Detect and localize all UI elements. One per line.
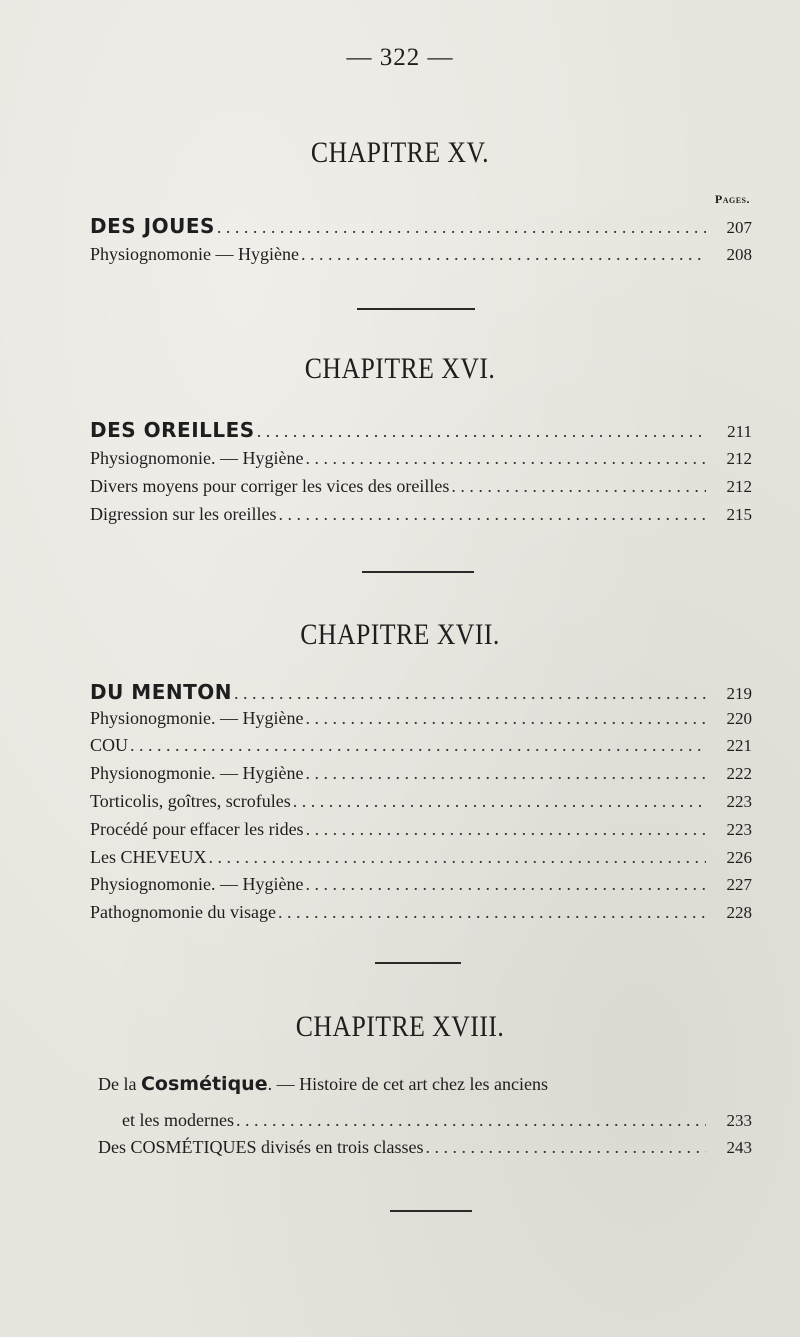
entry-page: 208 (726, 245, 752, 264)
dot-leader (306, 448, 707, 469)
entry-label-rest: . — Histoire de cet art chez les anciens (267, 1074, 548, 1094)
toc-entry[interactable] (90, 902, 752, 928)
entry-page: 226 (726, 848, 752, 867)
toc-entry[interactable] (90, 244, 752, 270)
pages-column-header: Pages. (714, 192, 750, 206)
toc-entry[interactable] (90, 847, 752, 873)
entry-label: Physionogmonie. — Hygiène (90, 763, 304, 783)
entry-label: Les CHEVEUX (90, 847, 207, 867)
entry-label-prefix: De la (98, 1074, 141, 1094)
entry-label: DU MENTON (90, 680, 232, 704)
entry-label: COU (90, 735, 129, 755)
entry-page: 215 (726, 505, 752, 524)
entry-page: 211 (727, 422, 752, 441)
entry-label: DES OREILLES (90, 418, 255, 442)
toc-entry[interactable] (90, 763, 752, 789)
dot-leader (257, 421, 706, 442)
entry-page: 243 (726, 1138, 752, 1157)
entry-page: 221 (726, 736, 752, 755)
toc-entry[interactable] (90, 418, 752, 444)
dot-leader (425, 1137, 706, 1158)
toc-entry[interactable] (90, 791, 752, 817)
entry-page: 212 (726, 477, 752, 496)
toc-entry-first-line[interactable] (98, 1073, 698, 1095)
toc-entry[interactable] (98, 1137, 752, 1163)
dot-leader (451, 476, 706, 497)
entry-label: Digression sur les oreilles (90, 504, 277, 524)
toc-entry[interactable] (90, 448, 752, 474)
entry-page: 220 (726, 709, 752, 728)
entry-page: 219 (726, 684, 752, 703)
entry-label: DES JOUES (90, 214, 215, 238)
entry-label: Procédé pour effacer les rides (90, 819, 304, 839)
entry-label: Pathognomonie du visage (90, 902, 276, 922)
toc-entry[interactable] (90, 735, 752, 761)
chapter-title-xvii: CHAPITRE XVII. (300, 618, 500, 651)
entry-page: 223 (726, 792, 752, 811)
entry-label: Des COSMÉTIQUES divisés en trois classes (98, 1137, 424, 1157)
toc-entry[interactable] (90, 504, 752, 530)
toc-entry[interactable] (90, 476, 752, 502)
section-divider (362, 571, 474, 573)
toc-entry[interactable] (90, 680, 752, 706)
dot-leader (130, 735, 706, 756)
entry-label-continuation: et les modernes (122, 1110, 234, 1130)
entry-page: 212 (726, 449, 752, 468)
entry-label: Physiognomonie. — Hygiène (90, 448, 304, 468)
chapter-title-xvi: CHAPITRE XVI. (304, 352, 496, 385)
dot-leader (234, 683, 706, 704)
dot-leader (306, 819, 706, 840)
entry-page: 223 (726, 820, 752, 839)
entry-label: Physionogmonie. — Hygiène (90, 708, 304, 728)
dot-leader (306, 874, 707, 895)
entry-page: 207 (726, 218, 752, 237)
section-divider (390, 1210, 472, 1212)
entry-page: 227 (726, 875, 752, 894)
entry-page: 228 (726, 903, 752, 922)
entry-page: 233 (726, 1111, 752, 1130)
dot-leader (301, 244, 706, 265)
dot-leader (306, 708, 707, 729)
section-divider (375, 962, 461, 964)
toc-entry[interactable] (90, 819, 752, 845)
dot-leader (217, 217, 706, 238)
chapter-title-xv: CHAPITRE XV. (310, 136, 490, 169)
toc-entry[interactable] (90, 214, 752, 240)
section-divider (357, 308, 475, 310)
page-number: — 322 — (346, 44, 454, 71)
toc-entry[interactable] (122, 1110, 752, 1136)
entry-label: Physiognomonie — Hygiène (90, 244, 299, 264)
entry-label-emphasis: Cosmétique (140, 1073, 268, 1095)
entry-page: 222 (726, 764, 752, 783)
entry-label: Divers moyens pour corriger les vices des oreilles (90, 476, 450, 496)
dot-leader (293, 791, 706, 812)
toc-entry[interactable] (90, 708, 752, 734)
dot-leader (306, 763, 707, 784)
dot-leader (278, 504, 706, 525)
dot-leader (208, 847, 706, 868)
entry-label: Physiognomonie. — Hygiène (90, 874, 304, 894)
dot-leader (236, 1110, 706, 1131)
toc-entry[interactable] (90, 874, 752, 900)
dot-leader (278, 902, 706, 923)
entry-label: Torticolis, goîtres, scrofules (90, 791, 291, 811)
chapter-title-xviii: CHAPITRE XVIII. (295, 1010, 505, 1043)
